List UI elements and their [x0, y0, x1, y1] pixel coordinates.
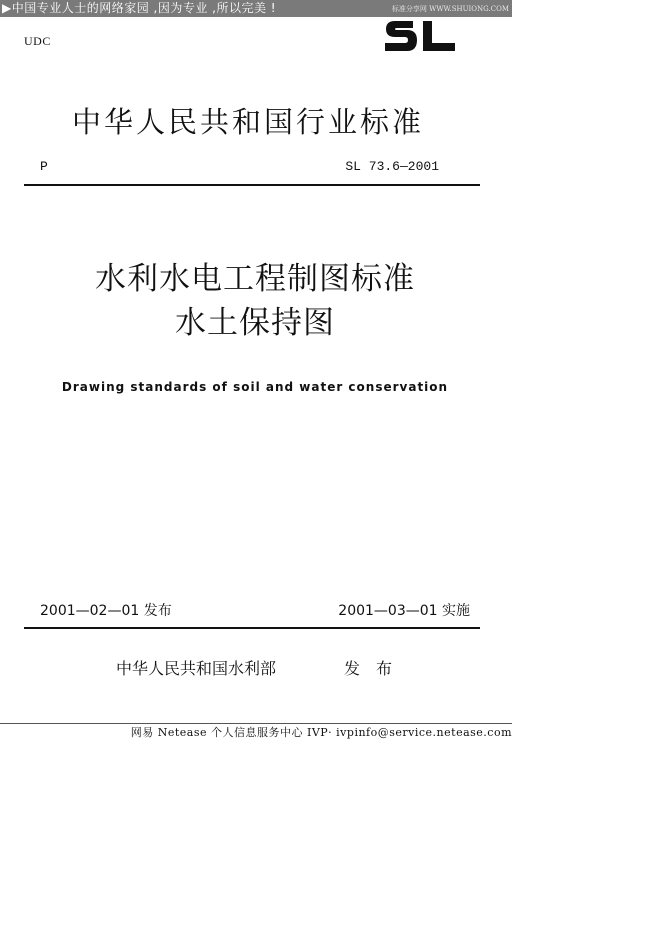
udc-label: UDC — [24, 34, 51, 48]
sl-logo — [383, 17, 457, 55]
standard-number: SL 73.6—2001 — [345, 159, 439, 174]
effective-date: 2001—03—01 实施 — [338, 603, 470, 619]
english-title: Drawing standards of soil and water conservation — [61, 380, 449, 394]
industry-standard-title: 中华人民共和国行业标准 — [71, 105, 424, 139]
footer-text: 网易 Netease 个人信息服务中心 IVP· ivpinfo@service.netease.com — [130, 726, 512, 739]
standard-title-line1: 水利水电工程制图标准 — [95, 261, 415, 297]
standard-title-line2: 水土保持图 — [175, 305, 335, 341]
date-divider — [24, 627, 480, 629]
banner-site[interactable]: 标准分享网 WWW.SHUIONG.COM — [391, 5, 509, 13]
classification-code: P — [40, 159, 48, 174]
header-divider — [24, 184, 480, 186]
issuing-department: 中华人民共和国水利部 — [116, 659, 277, 678]
issue-label: 发布 — [344, 659, 409, 678]
issue-date: 2001—02—01 发布 — [40, 603, 172, 619]
banner-message: ▶中国专业人士的网络家园 ,因为专业 ,所以完美 ! — [2, 1, 277, 15]
top-banner — [0, 0, 512, 17]
